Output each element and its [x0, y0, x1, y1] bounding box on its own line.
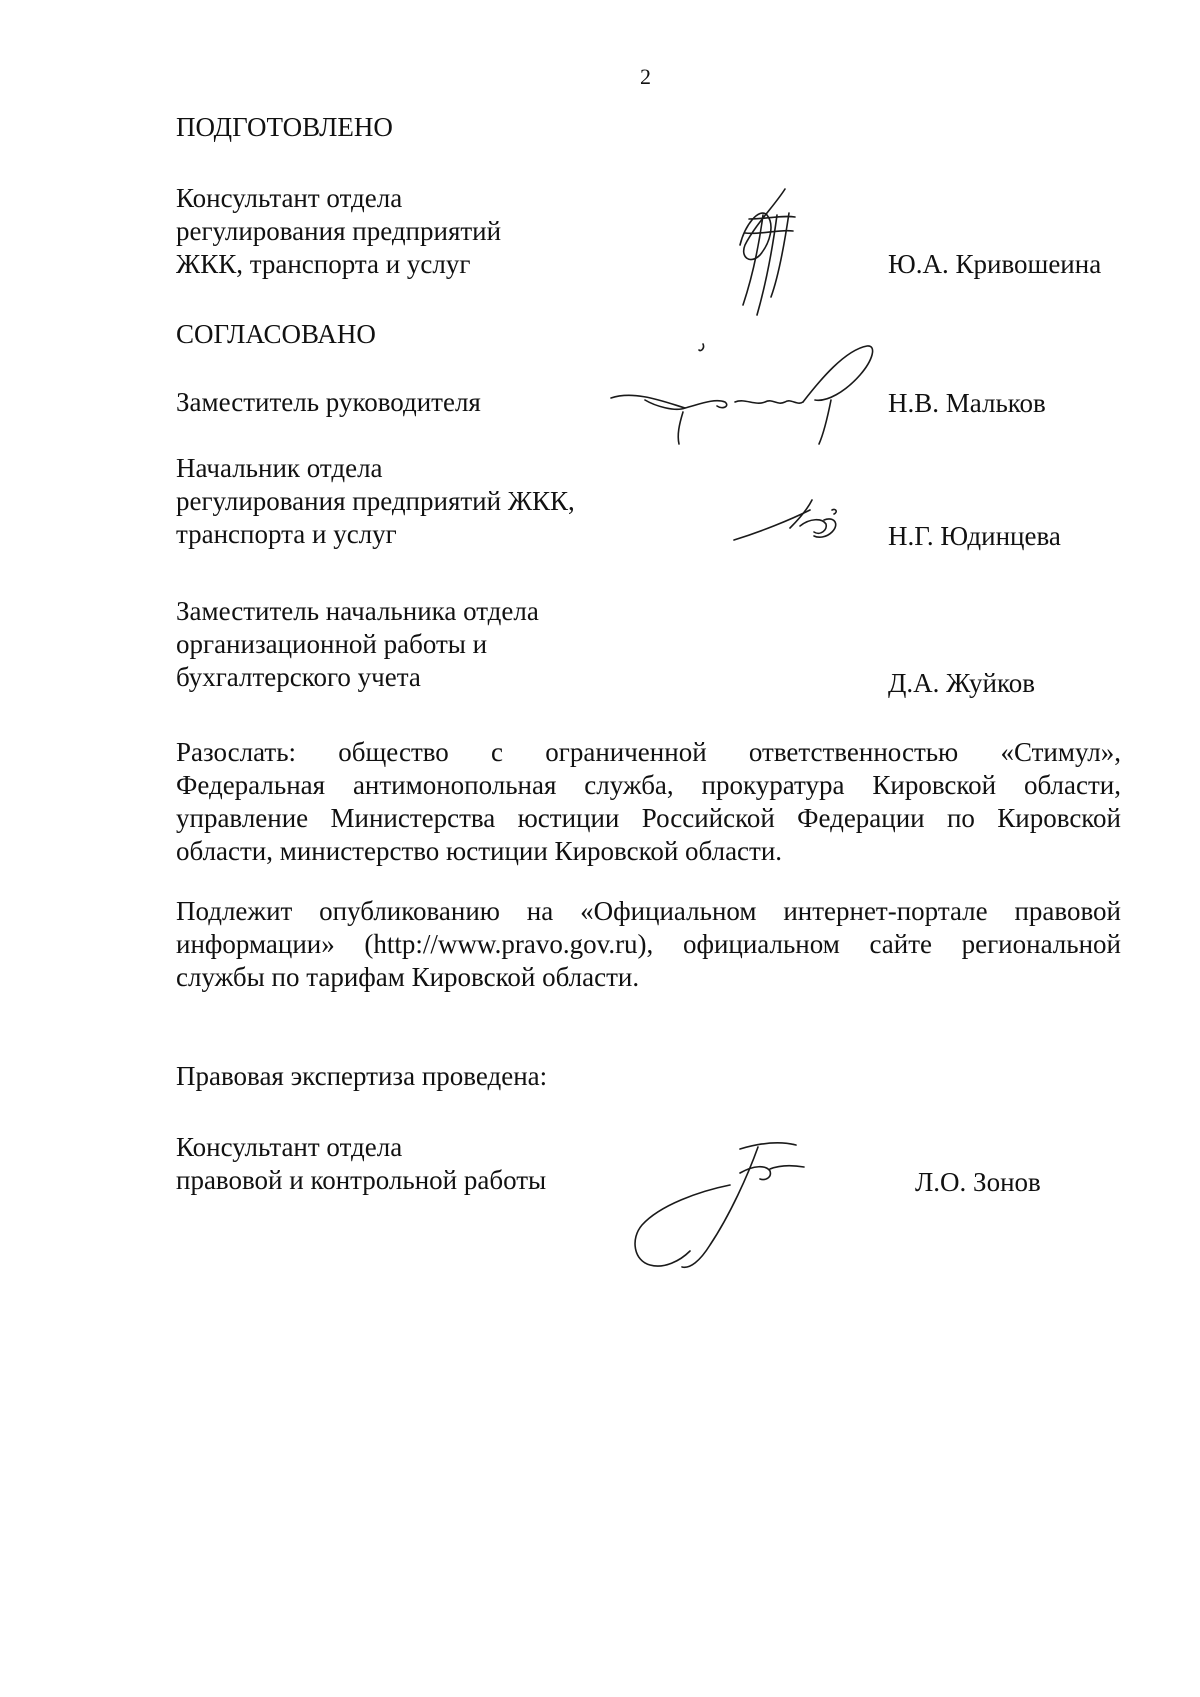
signer-3-name: Д.А. Жуйков — [888, 668, 1035, 698]
signer-3-position — [176, 595, 539, 694]
signer-2-name: Н.Г. Юдинцева — [888, 521, 1061, 551]
signer-2-position — [176, 452, 575, 551]
position-line: Начальник отдела — [176, 453, 383, 483]
paragraph-line: Разослать: общество с ограниченной ответственностью «Стимул», — [176, 737, 1121, 767]
legal-review-name: Л.О. Зонов — [915, 1167, 1041, 1197]
paragraph-line: области, министерство юстиции Кировской области. — [176, 836, 783, 866]
position-line: регулирования предприятий — [176, 216, 502, 246]
paragraph-line: Подлежит опубликованию на «Официальном интернет-портале правовой — [176, 896, 1121, 926]
position-line: ЖКК, транспорта и услуг — [176, 249, 471, 279]
paragraph-line: управление Министерства юстиции Российской Федерации по Кировской — [176, 803, 1121, 833]
position-line: Консультант отдела — [176, 183, 403, 213]
position-line: Заместитель начальника отдела — [176, 596, 539, 626]
position-line: Консультант отдела — [176, 1132, 403, 1162]
prepared-heading: ПОДГОТОВЛЕНО — [176, 112, 393, 142]
paragraph-line: службы по тарифам Кировской области. — [176, 962, 640, 992]
position-line: организационной работы и — [176, 629, 488, 659]
position-line: транспорта и услуг — [176, 519, 397, 549]
position-line: правовой и контрольной работы — [176, 1165, 547, 1195]
agreed-heading: СОГЛАСОВАНО — [176, 319, 376, 349]
page-number: 2 — [640, 64, 651, 89]
prepared-name: Ю.А. Кривошеина — [888, 249, 1102, 279]
paragraph-line: информации» (http://www.pravo.gov.ru), официальном сайте региональной — [176, 929, 1121, 959]
signer-1-name: Н.В. Мальков — [888, 388, 1046, 418]
position-line: регулирования предприятий ЖКК, — [176, 486, 575, 516]
signature-image — [715, 185, 815, 325]
legal-review-position — [176, 1131, 546, 1197]
legal-review-heading: Правовая экспертиза проведена: — [176, 1061, 548, 1091]
publication-paragraph — [176, 895, 1121, 994]
position-line: бухгалтерского учета — [176, 662, 421, 692]
paragraph-line: Федеральная антимонопольная служба, прокуратура Кировской области, — [176, 770, 1121, 800]
distribution-paragraph — [176, 736, 1121, 868]
prepared-position — [176, 182, 501, 281]
signer-1-position — [176, 386, 481, 419]
signature-image — [605, 340, 885, 450]
position-line: Заместитель руководителя — [176, 387, 481, 417]
signature-image — [620, 1135, 820, 1275]
signature-image — [730, 490, 850, 550]
